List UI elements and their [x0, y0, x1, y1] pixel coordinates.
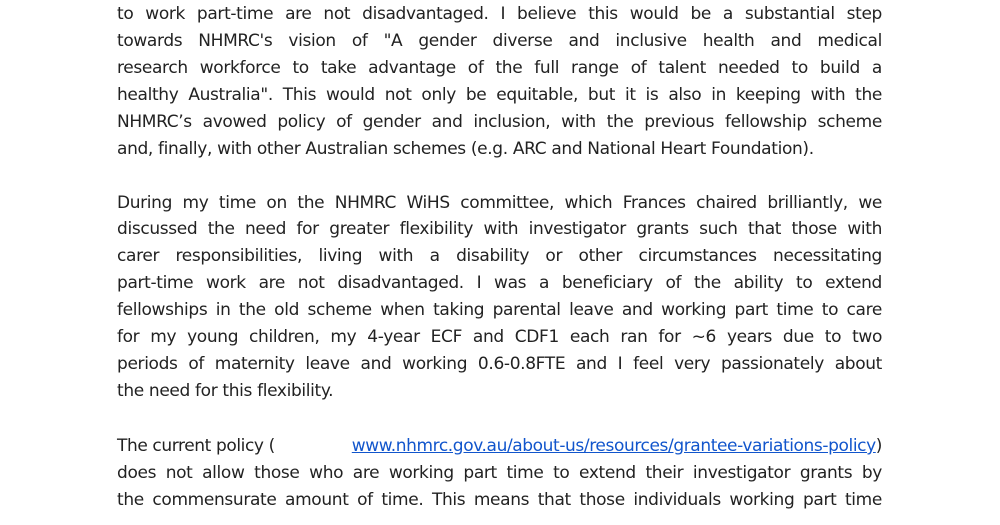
paragraph-2-line-7: periods of maternity leave and working 0.6-0.8FTE and I feel very passionately about: [117, 354, 882, 374]
paragraph-2-line-1: During my time on the NHMRC WiHS committee, which Frances chaired brilliantly, we: [117, 193, 882, 213]
paragraph-3-line-3: the commensurate amount of time. This means that those individuals working part time: [117, 490, 882, 510]
paragraph-2-line-3: carer responsibilities, living with a disability or other circumstances necessitating: [117, 246, 882, 266]
grantee-variations-policy-link[interactable]: www.nhmrc.gov.au/about-us/resources/grantee-variations-policy: [351, 436, 876, 456]
paragraph-2-line-6: for my young children, my 4-year ECF and CDF1 each ran for ~6 years due to two: [117, 327, 882, 347]
paragraph-1-line-6: and, finally, with other Australian schemes (e.g. ARC and National Heart Foundation).: [117, 139, 814, 159]
policy-intro-text: The current policy (: [117, 436, 275, 456]
paragraph-2-line-5: fellowships in the old scheme when taking parental leave and working part time to care: [117, 300, 882, 320]
paragraph-2-line-2: discussed the need for greater flexibility with investigator grants such that those with: [117, 219, 882, 239]
paragraph-1-line-1: to work part-time are not disadvantaged. I believe this would be a substantial step: [117, 4, 882, 24]
paragraph-1-line-5: NHMRC’s avowed policy of gender and inclusion, with the previous fellowship scheme: [117, 112, 882, 132]
paragraph-2-line-8: the need for this flexibility.: [117, 381, 334, 401]
paragraph-2-line-4: part-time work are not disadvantaged. I was a beneficiary of the ability to extend: [117, 273, 882, 293]
paragraph-3-line-2: does not allow those who are working part time to extend their investigator grants by: [117, 463, 882, 483]
paragraph-1-line-4: healthy Australia". This would not only be equitable, but it is also in keeping with the: [117, 85, 882, 105]
paragraph-3-line-1: [117, 433, 882, 460]
paragraph-1-line-2: towards NHMRC's vision of "A gender diverse and inclusive health and medical: [117, 31, 882, 51]
paragraph-1-line-3: research workforce to take advantage of the full range of talent needed to build a: [117, 58, 882, 78]
closing-parenthesis: ): [875, 436, 882, 456]
